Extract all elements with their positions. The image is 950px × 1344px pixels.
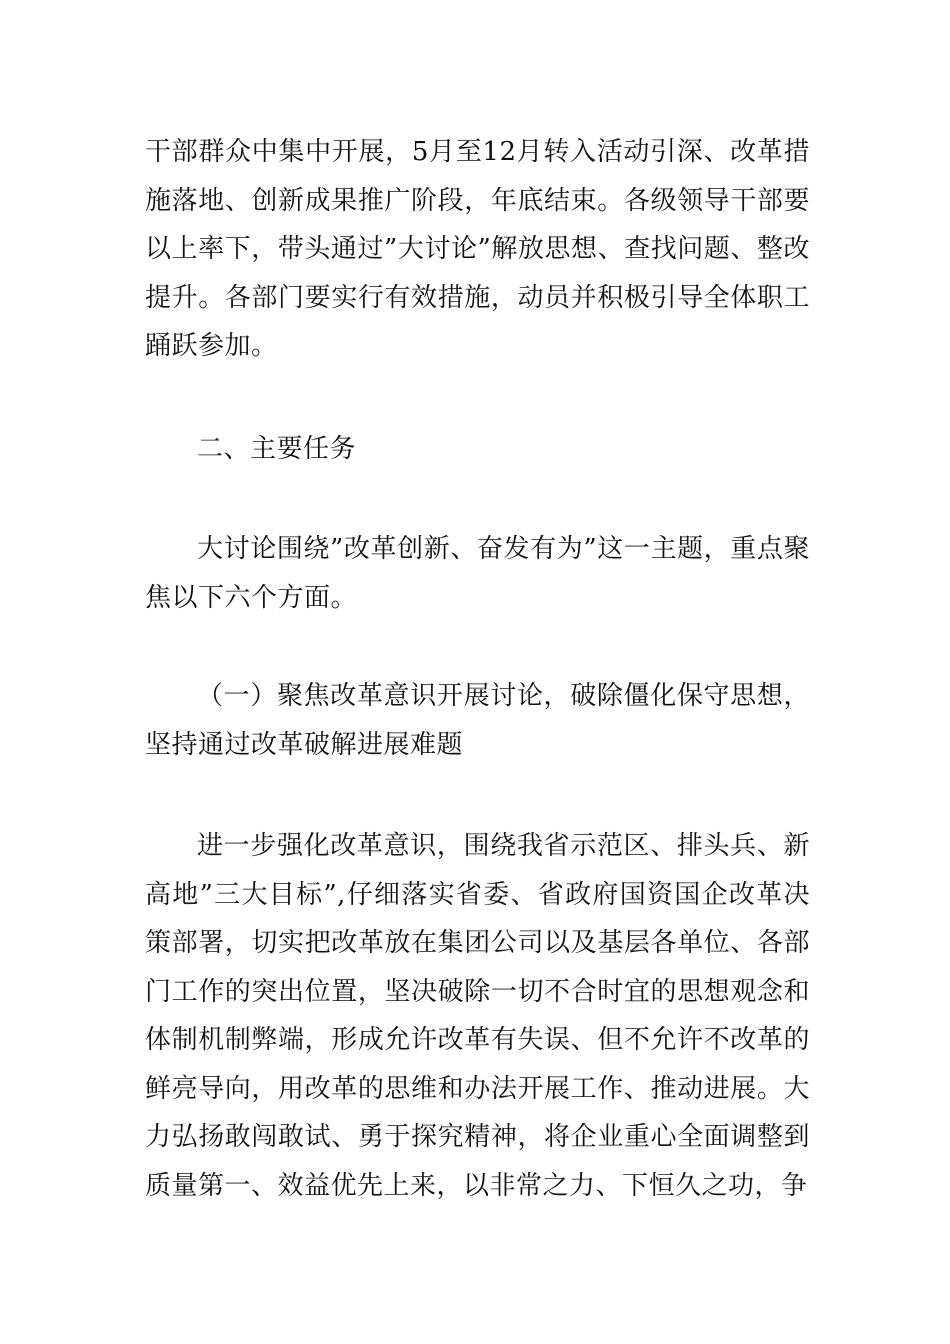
paragraph-continuation: 干部群众中集中开展，5月至12月转入活动引深、改革措施落地、创新成果推广阶段，年底结束。各级领导干部要以上率下，带头通过”大讨论”解放思想、查找问题、整改提升。各部门要实行有效措施，动员并积极引导全体职工踊跃参加。 (145, 137, 810, 361)
sub-heading: （一）聚焦改革意识开展讨论，破除僵化保守思想，坚持通过改革破解进展难题 (145, 681, 810, 760)
paragraph-body: 进一步强化改革意识，围绕我省示范区、排头兵、新高地”三大目标”,仔细落实省委、省政府国资国企改革决策部署，切实把改革放在集团公司以及基层各单位、各部门工作的突出位置，坚决破除一切不合时宜的思想观念和体制机制弊端，形成允许改革有失误、但不允许不改革的鲜亮导向，用改革的思维和办法开展工作、推动进展。大力弘扬敢闯敢试、勇于探究精神，将企业重心全面调整到质量第一、效益优先上来，以非常之力、下恒久之功，争 (145, 831, 810, 1201)
section-heading: 二、主要任务 (197, 434, 357, 464)
paragraph-intro: 大讨论围绕”改革创新、奋发有为”这一主题，重点聚焦以下六个方面。 (145, 534, 810, 613)
